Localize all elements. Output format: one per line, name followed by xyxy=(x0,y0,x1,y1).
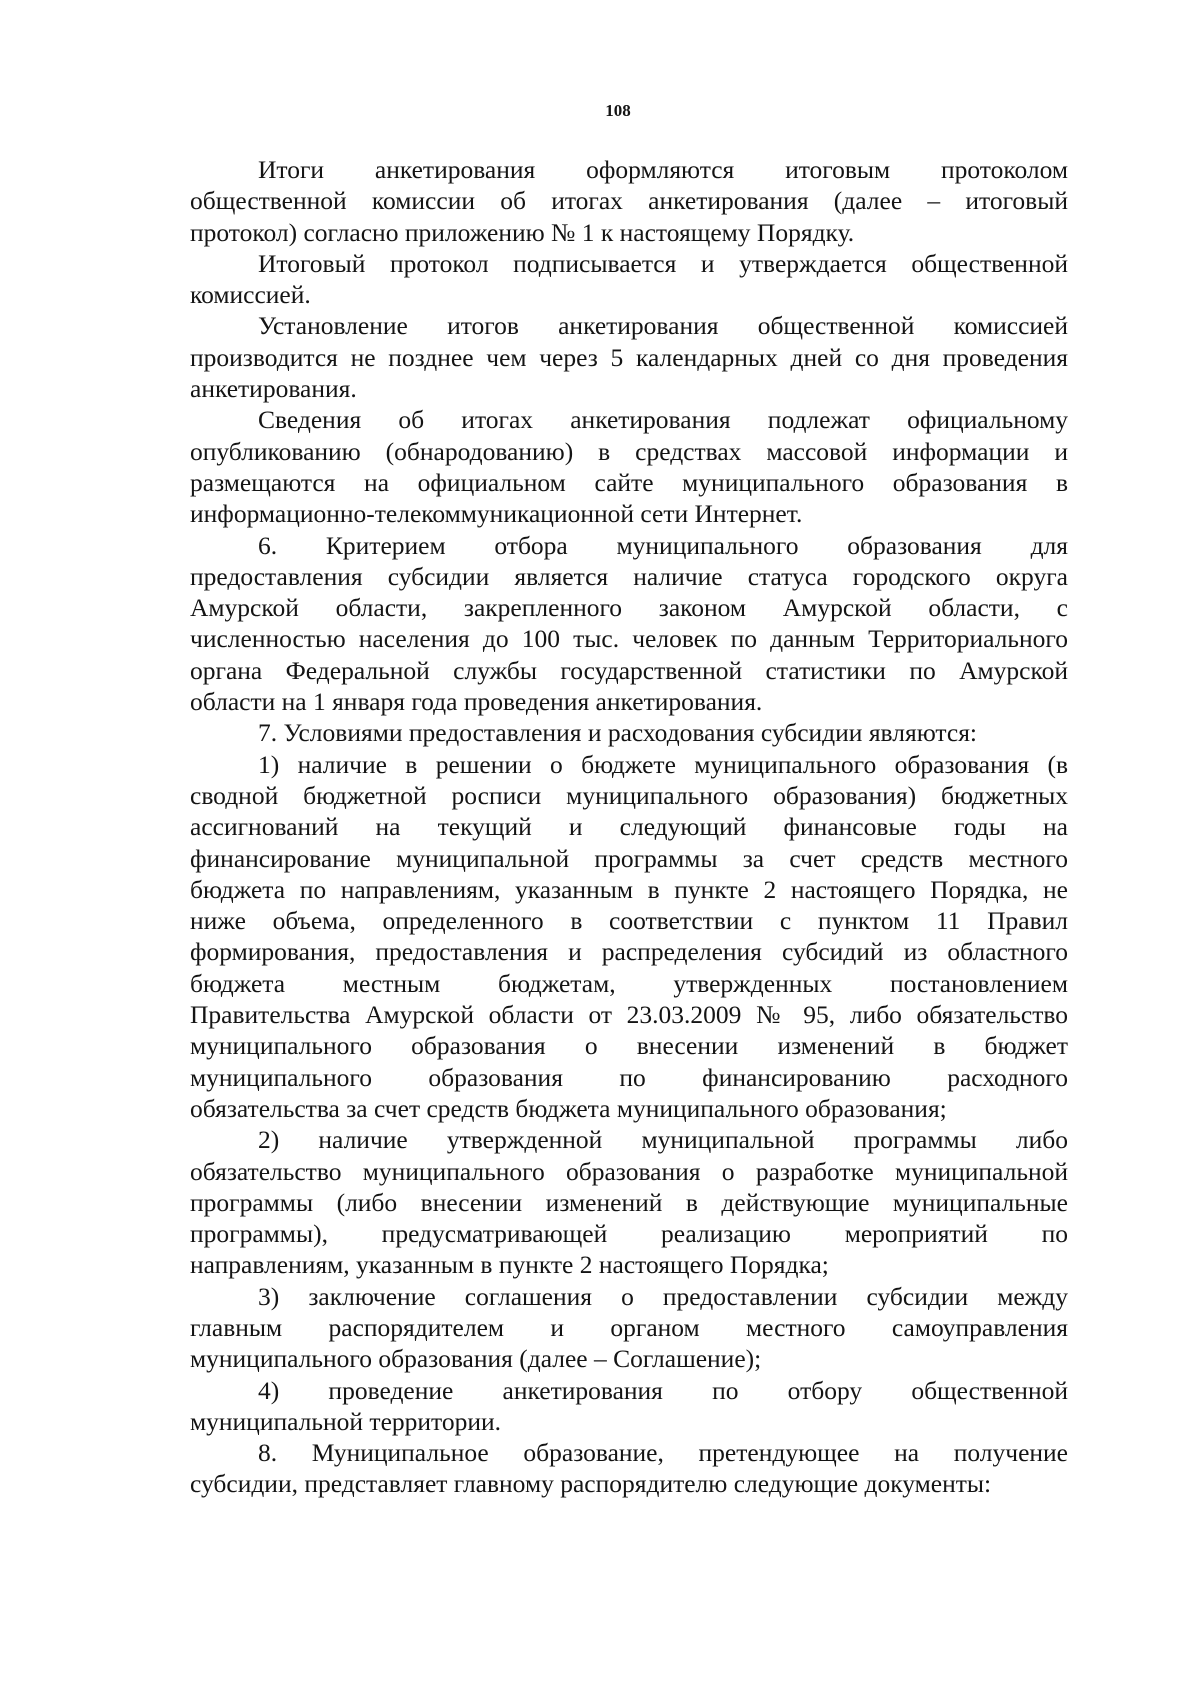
text-line: 8. Муниципальное образование, претендующее на получение xyxy=(258,1438,1068,1468)
text-line: 2) наличие утвержденной муниципальной программы либо xyxy=(258,1125,1068,1155)
text-line: 7. Условиями предоставления и расходования субсидии являются: xyxy=(258,718,978,748)
text-line: муниципального образования о внесении изменений в бюджет xyxy=(190,1031,1068,1061)
paragraph xyxy=(190,749,1068,1125)
text-line: муниципальной территории. xyxy=(190,1406,502,1436)
text-line: общественной комиссии об итогах анкетирования (далее – итоговый xyxy=(190,186,1068,216)
text-line: Правительства Амурской области от 23.03.2009 № 95, либо обязательство xyxy=(190,1000,1068,1030)
text-line: главным распорядителем и органом местного самоуправления xyxy=(190,1312,1068,1342)
text-line: бюджета местным бюджетам, утвержденных постановлением xyxy=(190,968,1068,998)
text-line: области на 1 января года проведения анкетирования. xyxy=(190,687,763,717)
text-line: производится не позднее чем через 5 календарных дней со дня проведения xyxy=(190,342,1068,372)
text-line: ниже объема, определенного в соответствии с пунктом 11 Правил xyxy=(190,906,1068,936)
text-line: размещаются на официальном сайте муниципального образования в xyxy=(190,467,1068,497)
text-line: муниципального образования по финансированию расходного xyxy=(190,1062,1068,1092)
text-line: сводной бюджетной росписи муниципального образования) бюджетных xyxy=(190,780,1068,810)
text-line: 1) наличие в решении о бюджете муниципального образования (в xyxy=(258,749,1068,779)
text-line: протокол) согласно приложению № 1 к настоящему Порядку. xyxy=(190,217,855,247)
text-line: направлениям, указанным в пункте 2 настоящего Порядка; xyxy=(190,1250,829,1280)
text-line: муниципального образования (далее – Соглашение); xyxy=(190,1344,762,1374)
text-line: органа Федеральной службы государственной статистики по Амурской xyxy=(190,655,1068,685)
paragraph xyxy=(190,1437,1068,1500)
text-line: формирования, предоставления и распределения субсидий из областного xyxy=(190,937,1068,967)
text-line: комиссией. xyxy=(190,280,311,310)
text-line: Амурской области, закрепленного законом Амурской области, с xyxy=(190,593,1068,623)
text-line: 6. Критерием отбора муниципального образования для xyxy=(258,530,1068,560)
text-line: программы (либо внесении изменений в действующие муниципальные xyxy=(190,1187,1068,1217)
text-line: Итоги анкетирования оформляются итоговым протоколом xyxy=(258,155,1068,184)
paragraph xyxy=(190,1281,1068,1375)
paragraph xyxy=(190,404,1068,529)
text-line: информационно-телекоммуникационной сети Интернет. xyxy=(190,499,803,529)
text-line: предоставления субсидии является наличие статуса городского округа xyxy=(190,561,1068,591)
text-line: обязательства за счет средств бюджета муниципального образования; xyxy=(190,1093,947,1123)
text-line: Итоговый протокол подписывается и утверждается общественной xyxy=(258,248,1068,278)
text-line: программы), предусматривающей реализацию мероприятий по xyxy=(190,1219,1068,1249)
page-number: 108 xyxy=(605,101,631,120)
text-line: опубликованию (обнародованию) в средствах массовой информации и xyxy=(190,436,1068,466)
text-line: численностью населения до 100 тыс. человек по данным Территориального xyxy=(190,624,1068,654)
text-line: ассигнований на текущий и следующий финансовые годы на xyxy=(190,812,1068,842)
paragraph xyxy=(190,248,1068,311)
text-line: субсидии, представляет главному распорядителю следующие документы: xyxy=(190,1469,992,1499)
text-line: бюджета по направлениям, указанным в пункте 2 настоящего Порядка, не xyxy=(190,874,1068,904)
text-line: анкетирования. xyxy=(190,374,357,404)
text-line: обязательство муниципального образования о разработке муниципальной xyxy=(190,1156,1068,1186)
paragraph xyxy=(190,154,1068,248)
text-line: 4) проведение анкетирования по отбору общественной xyxy=(258,1375,1068,1405)
paragraph xyxy=(190,1124,1068,1280)
document-body xyxy=(190,154,1068,1500)
paragraph xyxy=(190,1375,1068,1438)
paragraph xyxy=(190,310,1068,404)
text-line: Установление итогов анкетирования общественной комиссией xyxy=(258,311,1068,341)
paragraph xyxy=(190,717,1068,748)
paragraph xyxy=(190,530,1068,718)
text-line: 3) заключение соглашения о предоставлении субсидии между xyxy=(258,1281,1068,1311)
text-line: Сведения об итогах анкетирования подлежат официальному xyxy=(258,405,1068,435)
text-line: финансирование муниципальной программы за счет средств местного xyxy=(190,843,1068,873)
